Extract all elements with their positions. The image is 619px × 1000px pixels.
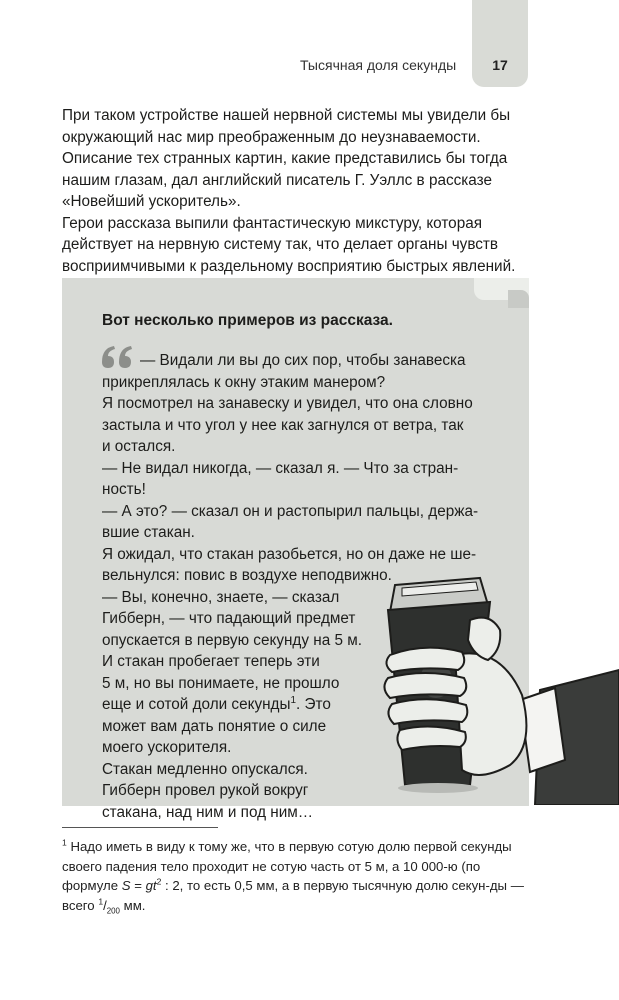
formula-s: S xyxy=(121,878,131,893)
quote-line: — А это? — сказал он и растопырил пальцы, держа- xyxy=(102,502,479,520)
footnote: $^1$ Надо иметь в виду к тому же, что в первую сотую долю первой секунды своего падения тело проходит не сотую часть от 5 м, а 10 000-ю (по формуле $S = gt^2$ : 2, то есть 0,5 мм, а в первую тысячную долю секун-ды — всего $^1/_{200}$ мм. xyxy=(62,837,524,916)
quote-line: И стакан пробегает теперь эти xyxy=(102,653,320,670)
quote-line: Гибберн, — что падающий предмет xyxy=(102,610,356,627)
formula-exponent: 2 xyxy=(156,876,162,887)
quote-line: еще и сотой доли секунды$^1$. Это xyxy=(102,694,331,713)
finger xyxy=(386,648,464,672)
intro-text xyxy=(62,105,542,277)
finger xyxy=(384,673,466,698)
running-header: Тысячная доля секунды xyxy=(300,57,457,73)
fraction-numerator: 1 xyxy=(98,896,104,907)
intro-paragraph-2: Герои рассказа выпили фантастическую микстуру, которая действует на нервную систему так, что делает органы чувств восприимчивыми к раздельному восприятию быстрых явлений. xyxy=(62,214,516,275)
quote-line: Я ожидал, что стакан разобьется, но он даже не ше- xyxy=(102,545,477,563)
quote-line: — Не видал никогда, — сказал я. — Что за стран- xyxy=(102,459,459,477)
fraction-denominator: 200 xyxy=(106,906,120,916)
quote-line: — Видали ли вы до сих пор, чтобы занавеска xyxy=(140,352,466,369)
quote-line: прикреплялась к окну этаким манером? xyxy=(102,373,386,391)
intro-paragraph-1: При таком устройстве нашей нервной системы мы увидели бы окружающий нас мир преображенным до неузнаваемости. Описание тех странных картин, какие представились бы тогда нашим глазам, дал английский писатель Г. Уэллс в рассказе «Новейший ускоритель». xyxy=(62,107,511,210)
footnote-marker: 1 xyxy=(62,837,67,848)
hand-holding-cup-illustration xyxy=(350,560,619,805)
quote-line: — Вы, конечно, знаете, — сказал xyxy=(102,588,340,606)
quote-line: Я посмотрел на занавеску и увидел, что она словно xyxy=(102,395,473,412)
fraction-slash: / xyxy=(103,897,107,913)
quote-line: стакана, над ним и под ним… xyxy=(102,803,314,821)
quote-line: моего ускорителя. xyxy=(102,739,232,756)
finger xyxy=(388,699,467,724)
formula-g: g xyxy=(145,878,153,893)
quote-line: Стакан медленно опускался. xyxy=(102,760,308,778)
quote-line: застыла и что угол у нее как загнулся от ветра, так xyxy=(102,416,464,434)
formula-t: t xyxy=(152,878,157,893)
finger xyxy=(397,726,465,750)
page-number: 17 xyxy=(492,57,508,73)
footnote-reference[interactable]: 1 xyxy=(290,694,296,706)
quote-line: 5 м, но вы понимаете, не прошло xyxy=(102,674,340,692)
quote-line: Гибберн провел рукой вокруг xyxy=(102,782,309,799)
footnote-divider xyxy=(62,827,218,828)
quote-line: может вам дать понятие о силе xyxy=(102,717,327,735)
page-curl-shadow xyxy=(508,290,529,308)
quote-line: ность! xyxy=(102,481,146,498)
quote-line: опускается в первую секунду на 5 м. xyxy=(102,631,362,649)
quote-line: вельнулся: повис в воздухе неподвижно. xyxy=(102,567,392,584)
page-number-tab xyxy=(472,0,528,87)
quote-line: и остался. xyxy=(102,438,176,455)
quote-line: вшие стакан. xyxy=(102,524,195,541)
box-title: Вот несколько примеров из рассказа. xyxy=(102,312,393,329)
